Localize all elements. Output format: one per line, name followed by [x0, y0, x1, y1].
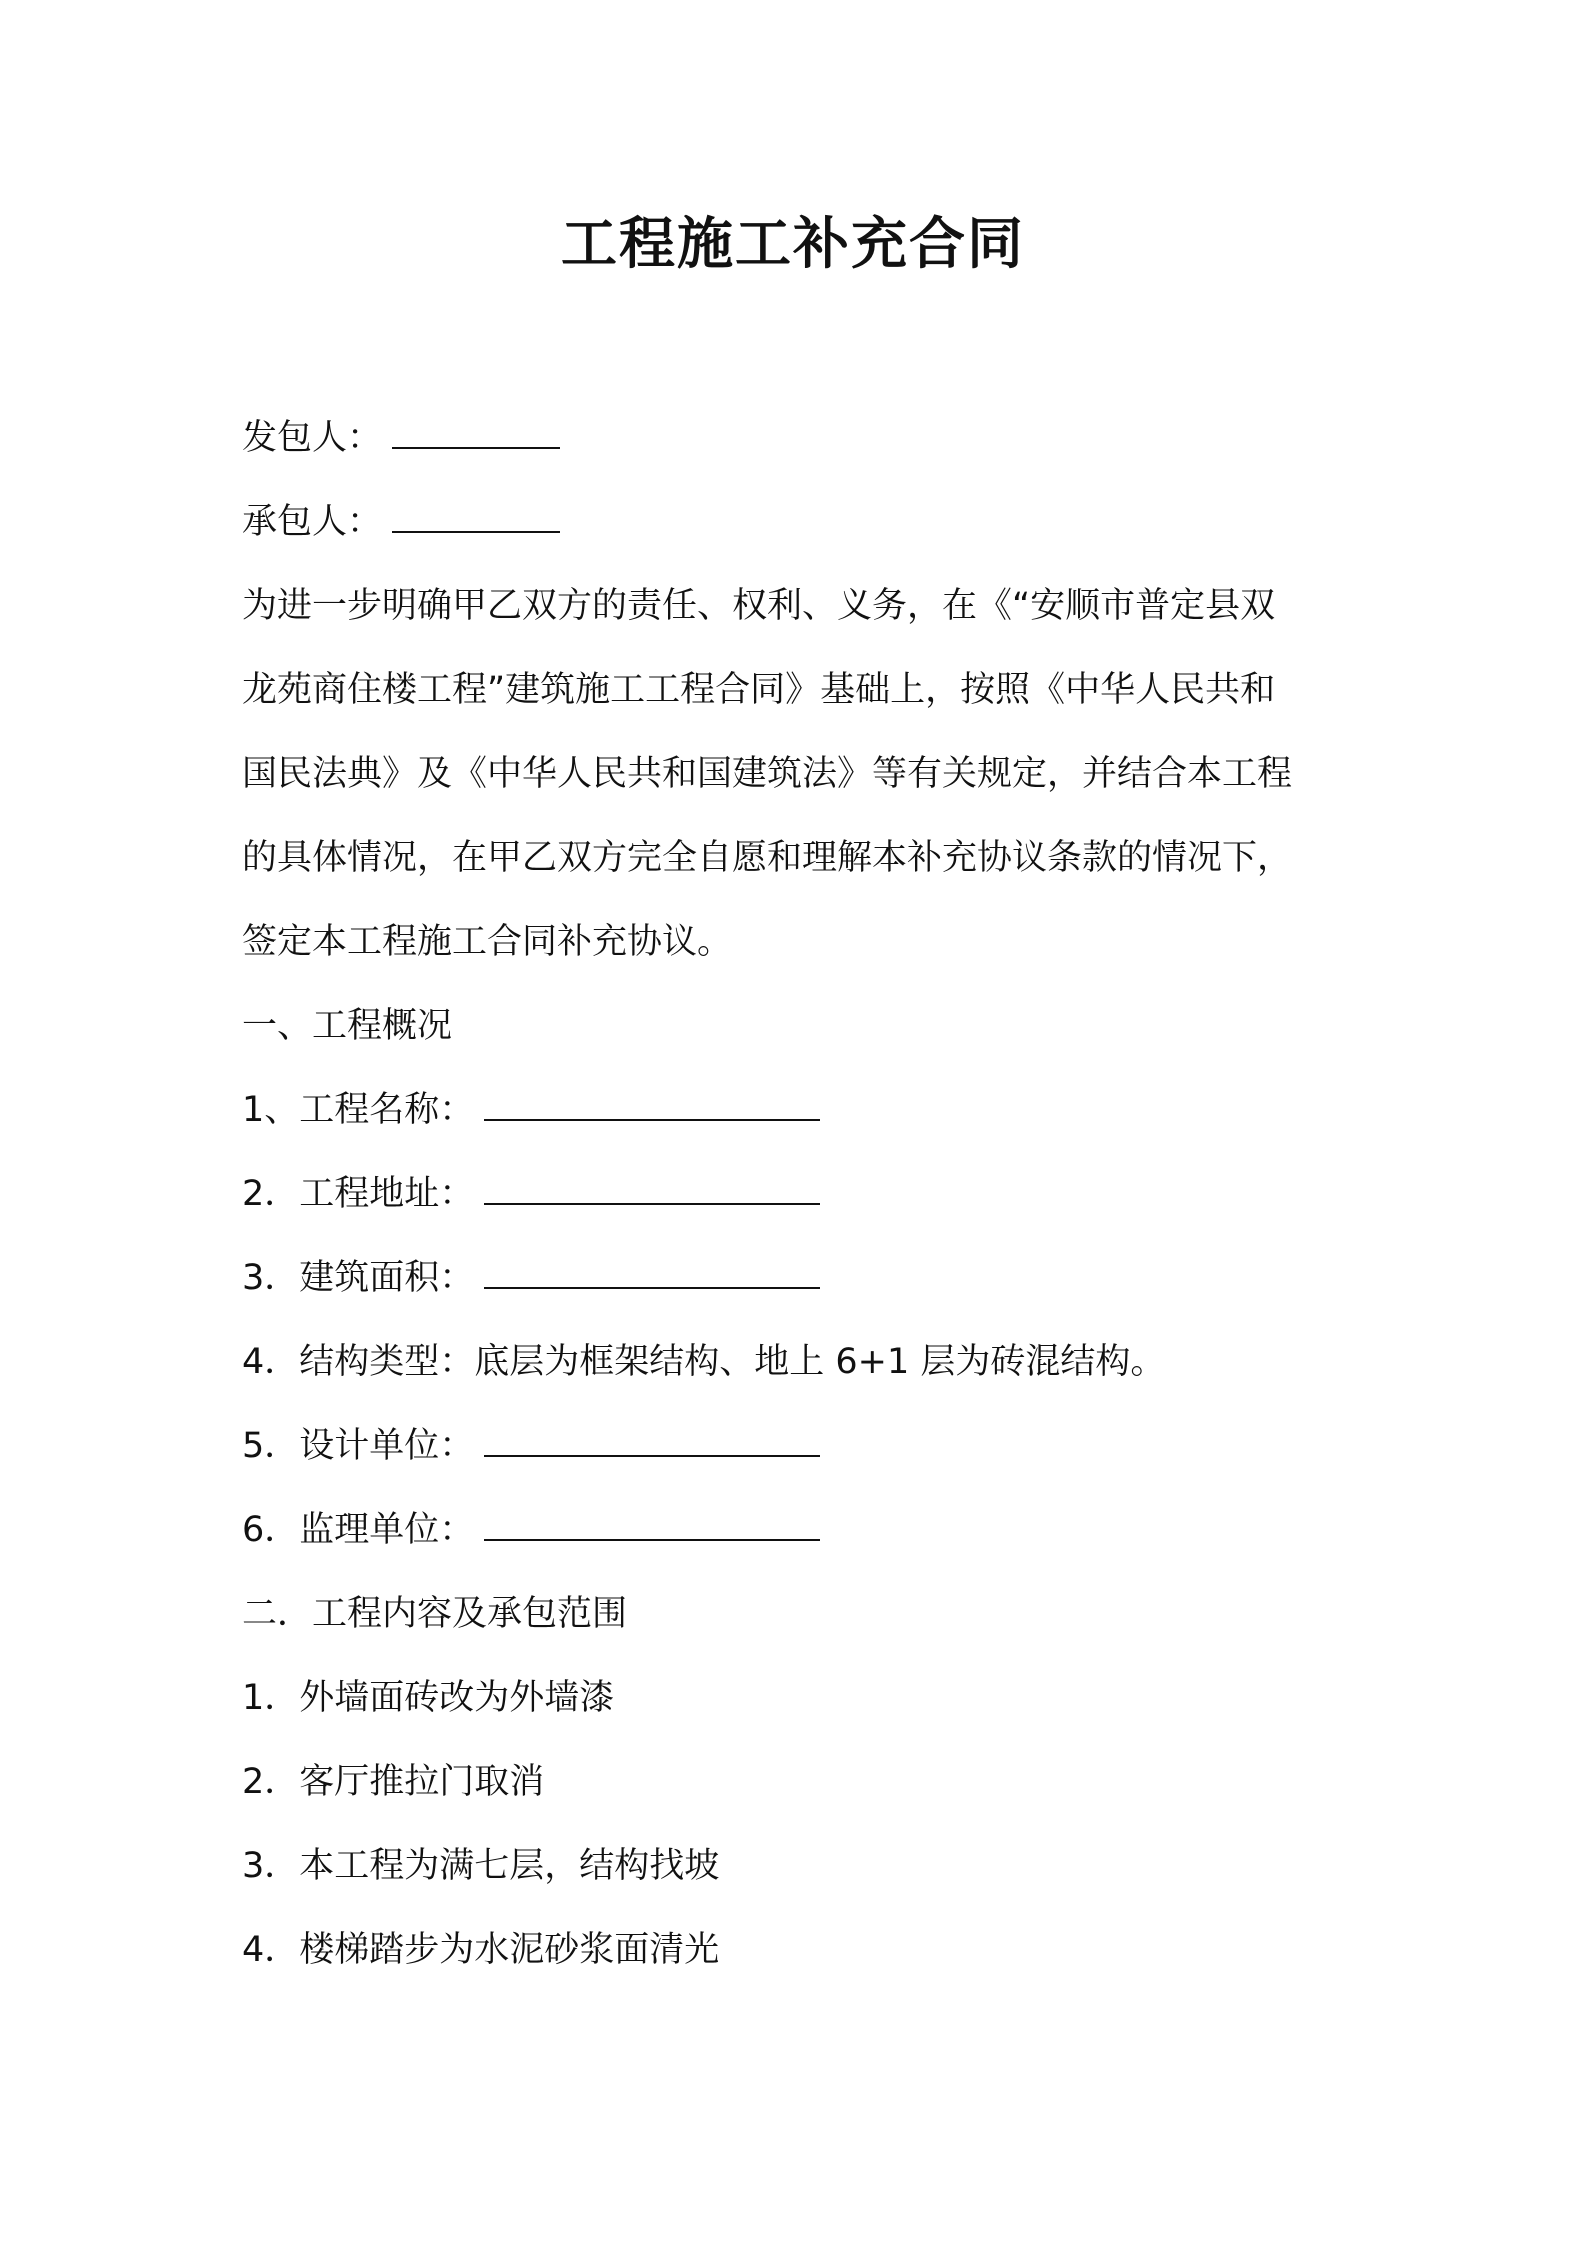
structure-type-text: 4．结构类型：底层为框架结构、地上 6+1 层为砖混结构。 [242, 1342, 1166, 1382]
design-unit-blank [484, 1417, 820, 1457]
party-contractor-label: 承包人： [242, 502, 383, 542]
section-2-heading: 二．工程内容及承包范围 [242, 1594, 628, 1634]
supervision-unit-label: 6．监理单位： [242, 1510, 475, 1550]
intro-line-5: 签定本工程施工合同补充协议。 [242, 922, 733, 962]
party-contractor-blank [392, 493, 560, 533]
section-1-heading: 一、工程概况 [242, 1006, 453, 1046]
party-employer-blank [392, 409, 560, 449]
building-area-blank [484, 1249, 820, 1289]
project-name-row [242, 1080, 1352, 1140]
scope-item-2: 2．客厅推拉门取消 [242, 1762, 545, 1802]
project-address-label: 2．工程地址： [242, 1174, 475, 1214]
intro-line-2: 龙苑商住楼工程”建筑施工工程合同》基础上，按照《中华人民共和 [242, 670, 1276, 710]
project-address-blank [484, 1165, 820, 1205]
scope-item-3: 3．本工程为满七层，结构找坡 [242, 1846, 720, 1886]
intro-line-3: 国民法典》及《中华人民共和国建筑法》等有关规定，并结合本工程 [242, 754, 1293, 794]
party-contractor [242, 492, 1352, 552]
structure-type-row [242, 1332, 1352, 1392]
party-employer [242, 408, 1352, 468]
project-address-row [242, 1164, 1352, 1224]
document-title: 工程施工补充合同 [561, 212, 1025, 277]
intro-line-4: 的具体情况，在甲乙双方完全自愿和理解本补充协议条款的情况下， [242, 838, 1293, 878]
project-name-label: 1、工程名称： [242, 1090, 475, 1130]
building-area-label: 3．建筑面积： [242, 1258, 475, 1298]
project-name-blank [484, 1081, 820, 1121]
design-unit-row [242, 1416, 1352, 1476]
scope-item-1: 1．外墙面砖改为外墙漆 [242, 1678, 615, 1718]
design-unit-label: 5．设计单位： [242, 1426, 475, 1466]
intro-line-1: 为进一步明确甲乙双方的责任、权利、义务，在《“安顺市普定县双 [242, 586, 1276, 626]
scope-item-4: 4．楼梯踏步为水泥砂浆面清光 [242, 1930, 720, 1970]
building-area-row [242, 1248, 1352, 1308]
supervision-unit-row [242, 1500, 1352, 1560]
party-employer-label: 发包人： [242, 418, 383, 458]
supervision-unit-blank [484, 1501, 820, 1541]
